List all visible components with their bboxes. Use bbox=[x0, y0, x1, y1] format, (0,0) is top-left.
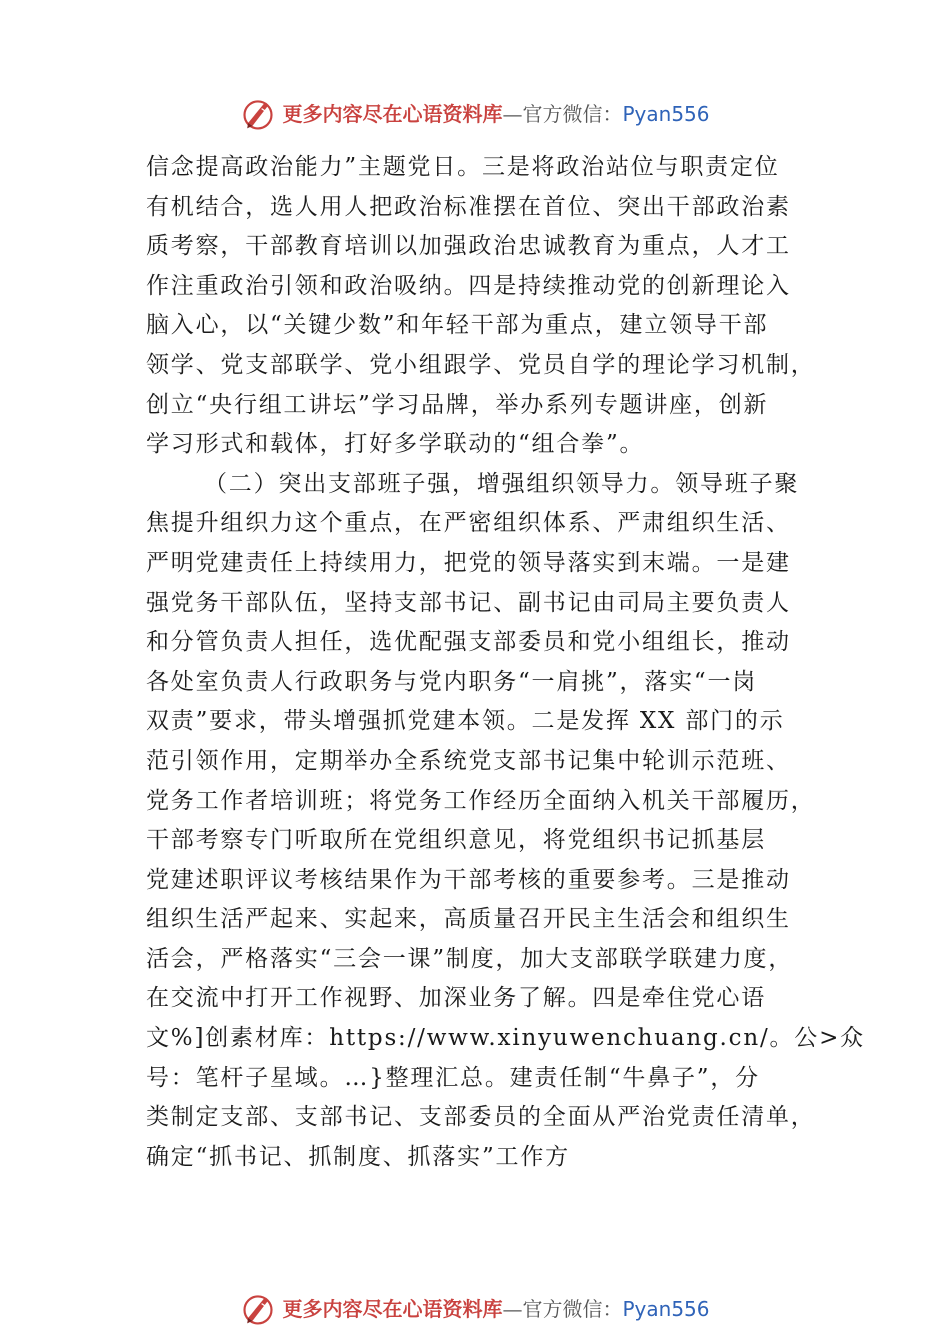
watermark-account: Pyan556 bbox=[622, 102, 710, 126]
text-line: 作注重政治引领和政治吸纳。四是持续推动党的创新理论入 bbox=[146, 272, 791, 299]
text-line: 类制定支部、支部书记、支部委员的全面从严治党责任清单， bbox=[146, 1104, 816, 1131]
pen-logo-icon bbox=[240, 96, 276, 132]
text-line: 信念提高政治能力”主题党日。三是将政治站位与职责定位 bbox=[146, 154, 780, 180]
text-line: 焦提升组织力这个重点，在严密组织体系、严肃组织生活、 bbox=[146, 510, 791, 537]
watermark-label: 官方微信： bbox=[522, 1297, 623, 1321]
text-line: 范引领作用，定期举办全系统党支部书记集中轮训示范班、 bbox=[146, 747, 791, 774]
watermark-dash: — bbox=[502, 102, 523, 126]
text-line: 创立“央行组工讲坛”学习品牌，举办系列专题讲座，创新 bbox=[146, 391, 769, 418]
text-line: 质考察，干部教育培训以加强政治忠诚教育为重点，人才工 bbox=[146, 233, 791, 260]
text-line: 文%]创素材库：https://www.xinyuwenchuang.cn/。公>众 bbox=[146, 1025, 865, 1052]
text-line: 干部考察专门听取所在党组织意见，将党组织书记抓基层 bbox=[146, 827, 766, 854]
watermark-brand: 更多内容尽在心语资料库 bbox=[282, 1297, 503, 1321]
text-line: 党建述职评议考核结果作为干部考核的重要参考。三是推动 bbox=[146, 866, 791, 893]
pen-logo-icon bbox=[240, 1291, 276, 1327]
text-line: 双责”要求，带头增强抓党建本领。二是发挥 XX 部门的示 bbox=[146, 708, 785, 735]
watermark-label: 官方微信： bbox=[522, 102, 623, 126]
footer-watermark bbox=[0, 1289, 950, 1329]
text-line: 组织生活严起来、实起来，高质量召开民主生活会和组织生 bbox=[146, 906, 791, 933]
watermark-dash: — bbox=[502, 1297, 523, 1321]
text-line: 确定“抓书记、抓制度、抓落实”工作方 bbox=[146, 1143, 570, 1170]
text-line: 在交流中打开工作视野、加深业务了解。四是牵住党心语 bbox=[146, 985, 766, 1012]
text-line: 领学、党支部联学、党小组跟学、党员自学的理论学习机制， bbox=[146, 351, 816, 378]
text-line: 有机结合，选人用人把政治标准摆在首位、突出干部政治素 bbox=[146, 193, 791, 220]
section-heading-line: （二）突出支部班子强，增强组织领导力。领导班子聚 bbox=[204, 470, 800, 497]
text-line: 各处室负责人行政职务与党内职务“一肩挑”，落实“一岗 bbox=[146, 668, 758, 695]
text-line: 脑入心，以“关键少数”和年轻干部为重点，建立领导干部 bbox=[146, 312, 769, 339]
document-body bbox=[146, 148, 865, 1177]
text-line: 和分管负责人担任，选优配强支部委员和党小组组长，推动 bbox=[146, 629, 791, 656]
header-watermark bbox=[0, 94, 950, 134]
text-line: 学习形式和载体，打好多学联动的“组合拳”。 bbox=[146, 431, 645, 458]
watermark-account: Pyan556 bbox=[622, 1297, 710, 1321]
text-line: 强党务干部队伍，坚持支部书记、副书记由司局主要负责人 bbox=[146, 589, 791, 616]
watermark-brand: 更多内容尽在心语资料库 bbox=[282, 102, 503, 126]
text-line: 党务工作者培训班；将党务工作经历全面纳入机关干部履历， bbox=[146, 787, 816, 814]
text-line: 活会，严格落实“三会一课”制度，加大支部联学联建力度， bbox=[146, 945, 794, 972]
text-line: 号：笔杆子星域。…}整理汇总。建责任制“牛鼻子”，分 bbox=[146, 1064, 760, 1091]
text-line: 严明党建责任上持续用力，把党的领导落实到末端。一是建 bbox=[146, 549, 791, 576]
